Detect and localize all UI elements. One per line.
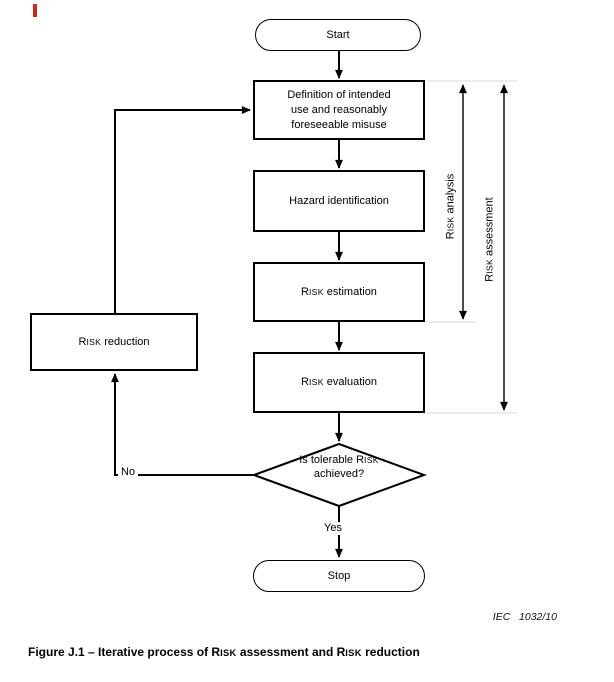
iec-drawing-reference: IEC 1032/10 <box>492 611 557 623</box>
definition-label: Definition of intended use and reasonably foreseeable misuse <box>287 88 391 131</box>
stop-label: Stop <box>327 569 351 582</box>
stop-node <box>253 560 425 592</box>
decision-node <box>254 453 424 481</box>
risk-analysis-bracket-label: RISK analysis <box>444 173 457 240</box>
hazard-identification-label: Hazard identification <box>289 194 389 207</box>
decision-label-text: Is tolerable RISK achieved? <box>299 454 379 480</box>
figure-caption: Figure J.1 – Iterative process of RISK assessment and RISK reduction <box>28 645 420 659</box>
definition-node <box>253 80 425 140</box>
start-label: Start <box>326 28 350 41</box>
risk-reduction-node <box>30 313 198 371</box>
risk-evaluation-label: RISK evaluation <box>301 376 377 388</box>
edge-reduction-to-definition <box>115 110 250 313</box>
yes-edge-label: Yes <box>321 522 345 535</box>
no-edge-label: No <box>118 466 138 479</box>
risk-evaluation-node <box>253 352 425 413</box>
risk-estimation-label: RISK estimation <box>301 285 377 298</box>
hazard-identification-node <box>253 170 425 232</box>
edge-no-to-reduction <box>115 374 254 475</box>
risk-reduction-label: RISK reduction <box>78 335 150 348</box>
start-node <box>255 19 421 51</box>
risk-estimation-node <box>253 262 425 322</box>
risk-assessment-bracket-label: RISK assessment <box>483 197 496 282</box>
